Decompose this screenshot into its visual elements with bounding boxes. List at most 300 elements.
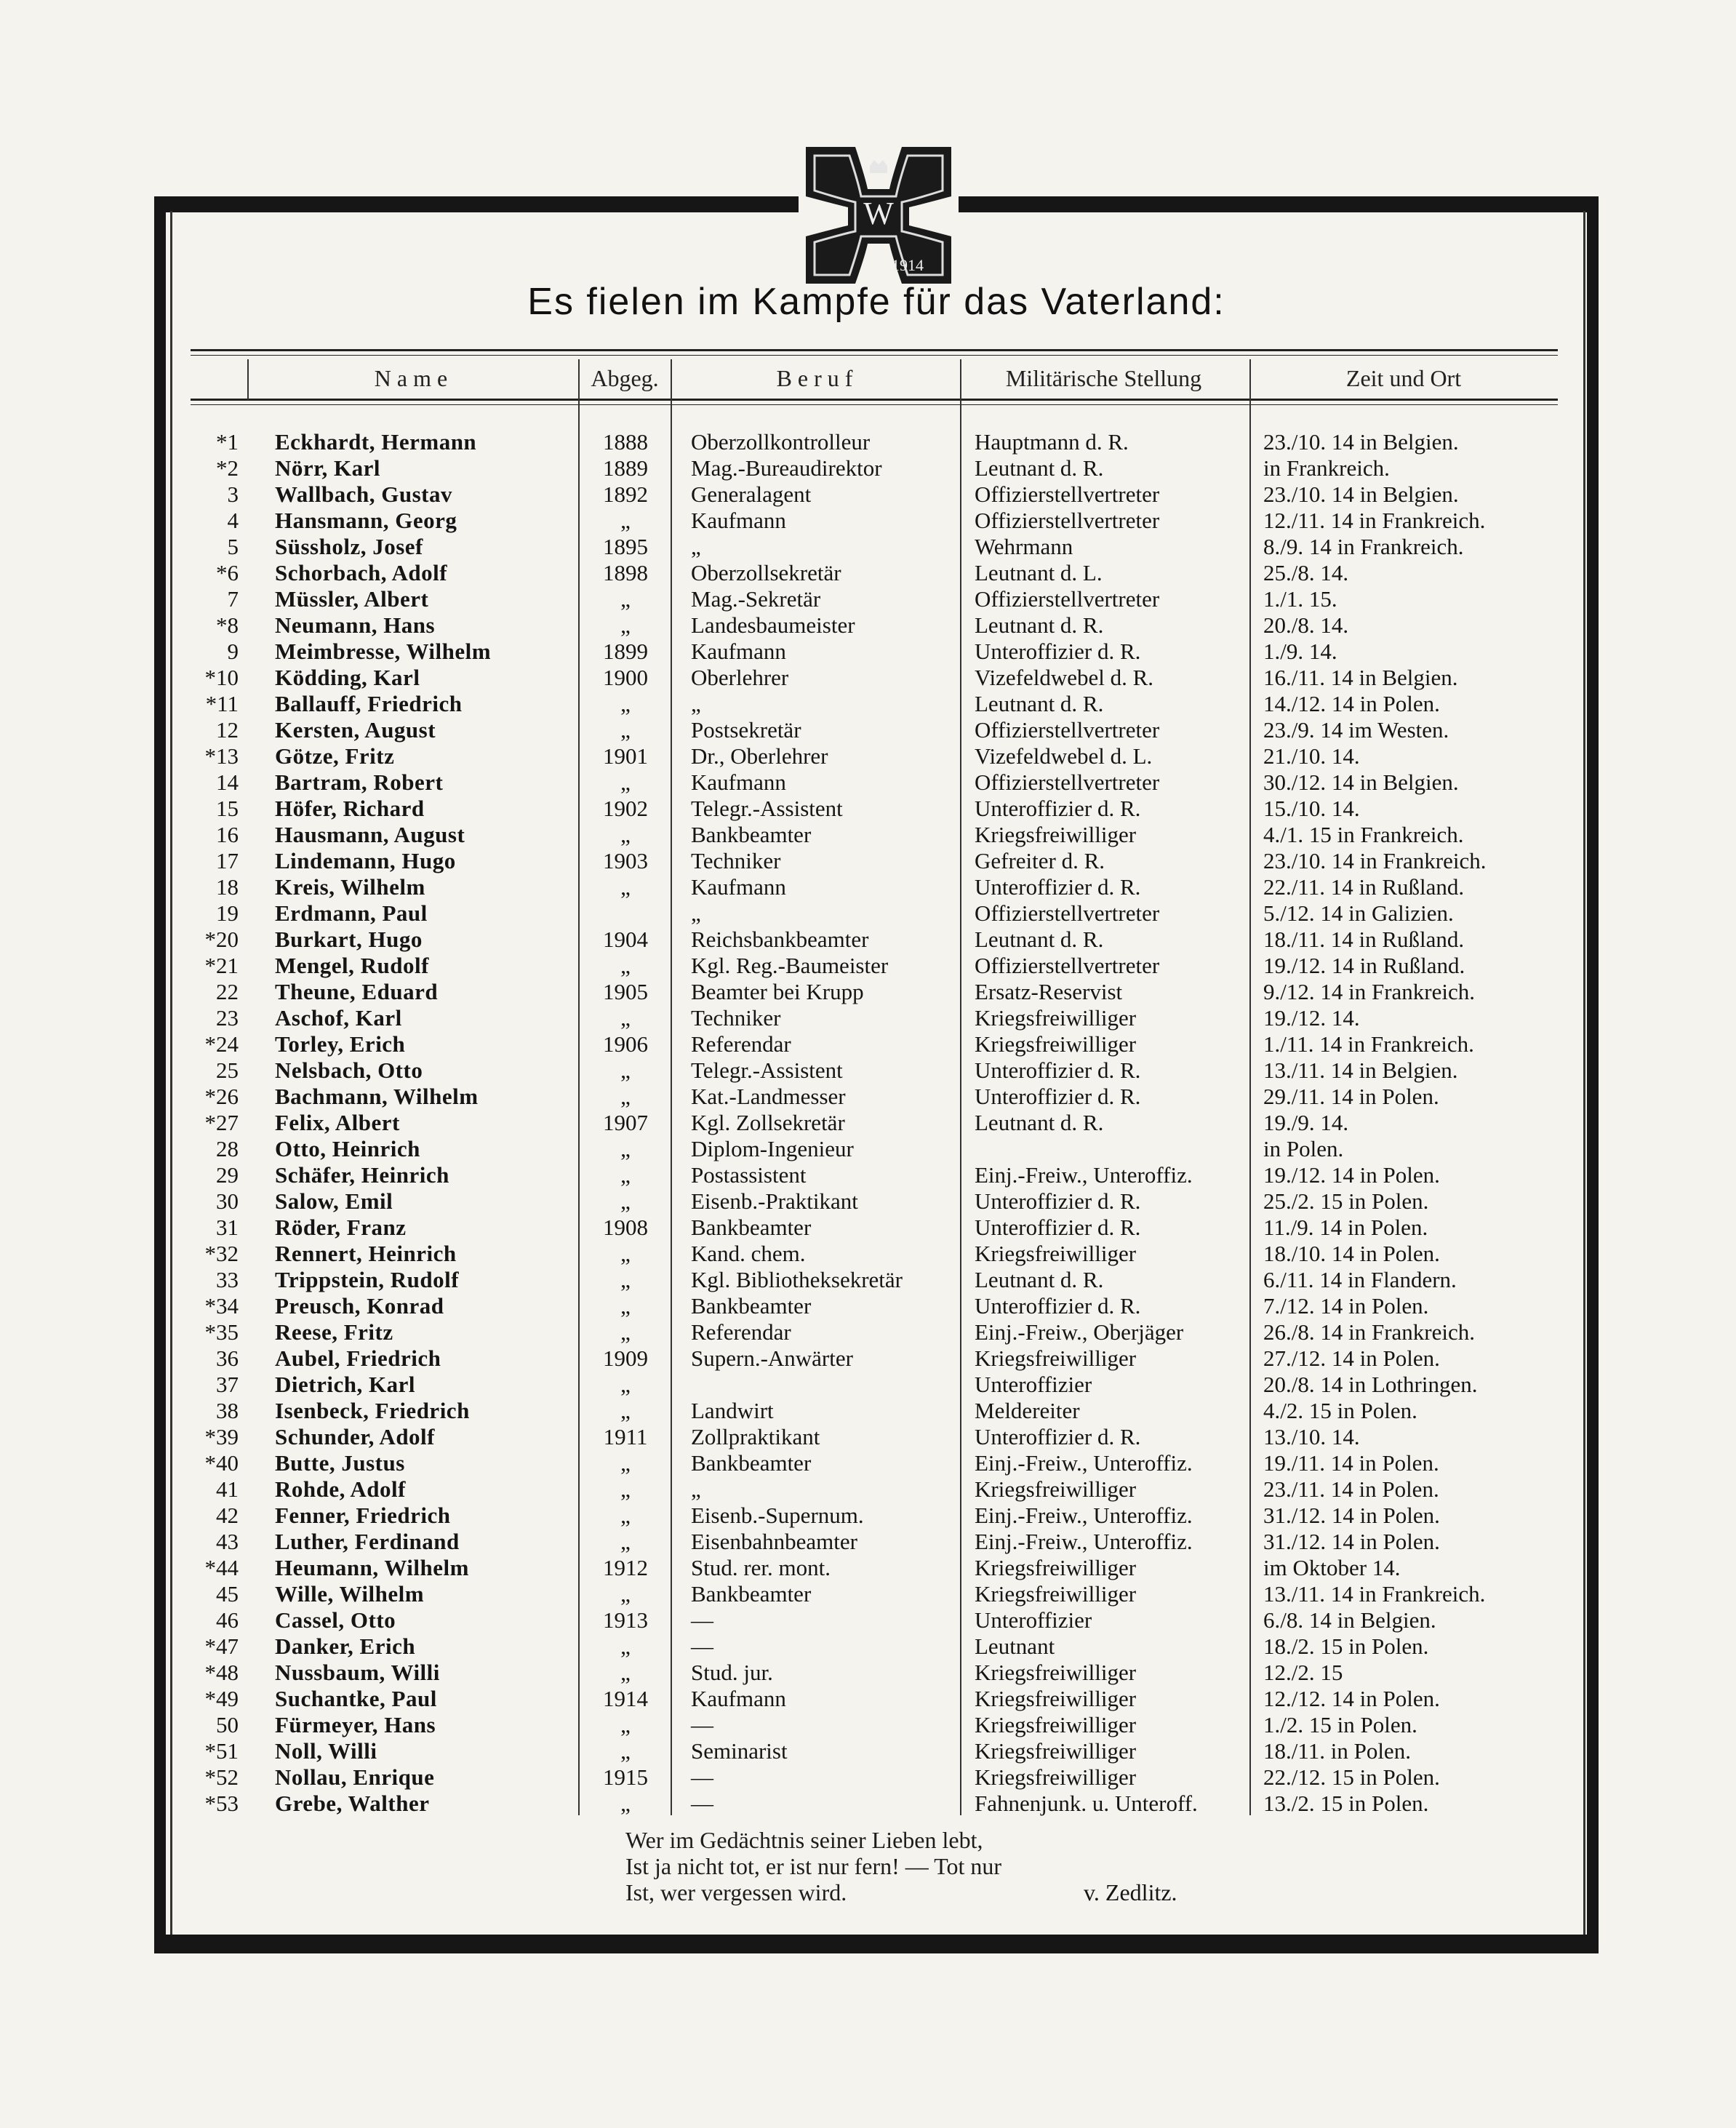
row-number: *40	[204, 1450, 239, 1476]
row-beruf: Kgl. Reg.-Baumeister	[691, 953, 889, 978]
row-number: *51	[204, 1738, 239, 1764]
row-beruf: Telegr.-Assistent	[691, 1057, 843, 1083]
row-zeit-ort: 6./11. 14 in Flandern.	[1263, 1267, 1457, 1292]
row-militaer: Vizefeldwebel d. R.	[975, 665, 1154, 690]
row-name: Kersten, August	[275, 717, 436, 743]
row-number: 19	[216, 900, 239, 926]
row-year: „	[620, 691, 631, 716]
row-beruf: Landesbaumeister	[691, 612, 855, 638]
row-number: *35	[204, 1319, 239, 1345]
row-number: *34	[204, 1293, 239, 1319]
row-number: *6	[216, 560, 239, 585]
row-zeit-ort: 23./10. 14 in Frankreich.	[1263, 848, 1487, 873]
row-year: „	[620, 1476, 631, 1502]
row-year: „	[620, 1188, 631, 1214]
table-row	[0, 953, 1736, 979]
row-zeit-ort: 9./12. 14 in Frankreich.	[1263, 979, 1476, 1004]
row-number: *8	[216, 612, 239, 638]
row-name: Röder, Franz	[275, 1215, 407, 1240]
row-militaer: Leutnant d. L.	[975, 560, 1103, 585]
row-beruf: Eisenb.-Supernum.	[691, 1503, 864, 1528]
row-name: Grebe, Walther	[275, 1791, 430, 1816]
row-name: Höfer, Richard	[275, 796, 425, 821]
row-zeit-ort: 26./8. 14 in Frankreich.	[1263, 1319, 1476, 1345]
row-year: „	[620, 1005, 631, 1031]
row-beruf: —	[691, 1607, 713, 1633]
table-row	[0, 848, 1736, 874]
table-row	[0, 1791, 1736, 1817]
table-row	[0, 455, 1736, 481]
row-beruf: Seminarist	[691, 1738, 788, 1764]
row-zeit-ort: 14./12. 14 in Polen.	[1263, 691, 1440, 716]
row-zeit-ort: 21./10. 14.	[1263, 743, 1360, 769]
row-year: 1907	[603, 1110, 648, 1135]
row-zeit-ort: 22./11. 14 in Rußland.	[1263, 874, 1465, 900]
row-year: „	[620, 1162, 631, 1188]
table-row	[0, 796, 1736, 822]
table-row	[0, 1607, 1736, 1633]
row-name: Nussbaum, Willi	[275, 1660, 440, 1685]
row-name: Nelsbach, Otto	[275, 1057, 423, 1083]
page-title: Es fielen im Kampfe für das Vaterland:	[527, 281, 1225, 323]
row-year: „	[620, 1660, 631, 1685]
row-number: *32	[204, 1241, 239, 1266]
table-row	[0, 1031, 1736, 1057]
table-row	[0, 1738, 1736, 1764]
verse-line-3: Ist, wer vergessen wird.	[625, 1879, 847, 1905]
row-number: *47	[204, 1633, 239, 1659]
row-number: 18	[216, 874, 239, 900]
row-beruf: Eisenb.-Praktikant	[691, 1188, 858, 1214]
row-beruf: „	[691, 1476, 701, 1502]
table-row	[0, 979, 1736, 1005]
table-row	[0, 1660, 1736, 1686]
row-militaer: Unteroffizier d. R.	[975, 1084, 1141, 1109]
row-beruf: Kgl. Zollsekretär	[691, 1110, 845, 1135]
row-zeit-ort: 12./12. 14 in Polen.	[1263, 1686, 1440, 1711]
row-name: Heumann, Wilhelm	[275, 1555, 469, 1580]
row-militaer: Kriegsfreiwilliger	[975, 1764, 1137, 1790]
row-militaer: Kriegsfreiwilliger	[975, 1031, 1137, 1057]
row-name: Isenbeck, Friedrich	[275, 1398, 470, 1423]
row-militaer: Unteroffizier d. R.	[975, 639, 1141, 664]
header-bottom-rule	[191, 399, 1558, 401]
row-militaer: Unteroffizier d. R.	[975, 874, 1141, 900]
row-number: 36	[216, 1345, 239, 1371]
row-year: 1912	[603, 1555, 648, 1580]
row-militaer: Gefreiter d. R.	[975, 848, 1105, 873]
table-row	[0, 1764, 1736, 1791]
row-zeit-ort: 12./11. 14 in Frankreich.	[1263, 508, 1486, 533]
row-year: „	[620, 717, 631, 743]
row-militaer: Kriegsfreiwilliger	[975, 1712, 1137, 1737]
row-year: 1902	[603, 796, 648, 821]
row-name: Ballauff, Friedrich	[275, 691, 463, 716]
table-row	[0, 1424, 1736, 1450]
row-name: Wille, Wilhelm	[275, 1581, 425, 1607]
row-militaer: Leutnant	[975, 1633, 1055, 1659]
header-abgeg: Abgeg.	[591, 365, 659, 391]
row-beruf: Diplom-Ingenieur	[691, 1136, 854, 1161]
table-row	[0, 1686, 1736, 1712]
table-row	[0, 1398, 1736, 1424]
row-zeit-ort: 6./8. 14 in Belgien.	[1263, 1607, 1436, 1633]
row-year: „	[620, 822, 631, 847]
row-militaer: Offizierstellvertreter	[975, 717, 1160, 743]
row-beruf: „	[691, 691, 701, 716]
row-zeit-ort: 18./2. 15 in Polen.	[1263, 1633, 1429, 1659]
row-zeit-ort: 13./11. 14 in Frankreich.	[1263, 1581, 1486, 1607]
row-zeit-ort: 4./1. 15 in Frankreich.	[1263, 822, 1464, 847]
row-number: 23	[216, 1005, 239, 1031]
row-beruf: Landwirt	[691, 1398, 774, 1423]
row-militaer: Kriegsfreiwilliger	[975, 1738, 1137, 1764]
table-row	[0, 1057, 1736, 1084]
row-militaer: Meldereiter	[975, 1398, 1080, 1423]
row-zeit-ort: in Frankreich.	[1263, 455, 1390, 481]
row-name: Preusch, Konrad	[275, 1293, 444, 1319]
row-year: „	[620, 1241, 631, 1266]
row-beruf: Bankbeamter	[691, 1293, 812, 1319]
row-militaer: Kriegsfreiwilliger	[975, 1345, 1137, 1371]
row-militaer: Kriegsfreiwilliger	[975, 1660, 1137, 1685]
row-year: 1892	[603, 481, 648, 507]
verse-author: v. Zedlitz.	[1084, 1879, 1177, 1905]
table-row	[0, 508, 1736, 534]
row-name: Mengel, Rudolf	[275, 953, 429, 978]
row-beruf: Beamter bei Krupp	[691, 979, 864, 1004]
table-row	[0, 1215, 1736, 1241]
row-name: Noll, Willi	[275, 1738, 377, 1764]
row-year: 1898	[603, 560, 648, 585]
row-name: Kreis, Wilhelm	[275, 874, 425, 900]
row-year: „	[620, 1529, 631, 1554]
row-name: Wallbach, Gustav	[275, 481, 452, 507]
table-row	[0, 1503, 1736, 1529]
row-number: 14	[216, 769, 239, 795]
row-number: *48	[204, 1660, 239, 1685]
row-name: Hausmann, August	[275, 822, 465, 847]
row-zeit-ort: 19./11. 14 in Polen.	[1263, 1450, 1439, 1476]
row-militaer: Offizierstellvertreter	[975, 953, 1160, 978]
row-beruf: Techniker	[691, 848, 781, 873]
header-name: N a m e	[374, 365, 448, 391]
row-number: 15	[216, 796, 239, 821]
row-number: *1	[216, 429, 239, 455]
row-zeit-ort: 15./10. 14.	[1263, 796, 1360, 821]
row-beruf: Referendar	[691, 1319, 791, 1345]
row-zeit-ort: 11./9. 14 in Polen.	[1263, 1215, 1428, 1240]
row-militaer: Leutnant d. R.	[975, 612, 1104, 638]
row-name: Reese, Fritz	[275, 1319, 393, 1345]
row-number: 30	[216, 1188, 239, 1214]
table-row	[0, 1633, 1736, 1660]
row-number: *10	[204, 665, 239, 690]
row-militaer: Ersatz-Reservist	[975, 979, 1123, 1004]
row-number: 3	[227, 481, 239, 507]
row-beruf: Techniker	[691, 1005, 781, 1031]
row-year: „	[620, 1084, 631, 1109]
row-year: 1906	[603, 1031, 648, 1057]
row-militaer: Hauptmann d. R.	[975, 429, 1129, 455]
row-beruf: Kaufmann	[691, 639, 786, 664]
row-number: *2	[216, 455, 239, 481]
row-number: 28	[216, 1136, 239, 1161]
row-zeit-ort: 19./12. 14.	[1263, 1005, 1360, 1031]
row-number: 33	[216, 1267, 239, 1292]
table-row	[0, 1450, 1736, 1476]
row-number: 5	[227, 534, 239, 559]
row-name: Suchantke, Paul	[275, 1686, 437, 1711]
row-zeit-ort: 1./11. 14 in Frankreich.	[1263, 1031, 1474, 1057]
row-militaer: Wehrmann	[975, 534, 1073, 559]
row-zeit-ort: 23./9. 14 im Westen.	[1263, 717, 1449, 743]
row-number: *53	[204, 1791, 239, 1816]
table-row	[0, 1372, 1736, 1398]
memorial-verse	[625, 1827, 1001, 1905]
row-beruf: Oberzollsekretär	[691, 560, 841, 585]
table-row	[0, 874, 1736, 900]
row-beruf: Zollpraktikant	[691, 1424, 820, 1449]
row-beruf: Oberzollkontrolleur	[691, 429, 871, 455]
row-beruf: Telegr.-Assistent	[691, 796, 843, 821]
table-row	[0, 1345, 1736, 1372]
row-militaer: Unteroffizier d. R.	[975, 1293, 1141, 1319]
row-beruf: Kat.-Landmesser	[691, 1084, 846, 1109]
row-zeit-ort: 12./2. 15	[1263, 1660, 1343, 1685]
row-year: 1888	[603, 429, 648, 455]
row-year: „	[620, 612, 631, 638]
table-row	[0, 1241, 1736, 1267]
row-name: Nörr, Karl	[275, 455, 381, 481]
row-militaer: Kriegsfreiwilliger	[975, 1476, 1137, 1502]
row-zeit-ort: 13./2. 15 in Polen.	[1263, 1791, 1429, 1816]
row-name: Müssler, Albert	[275, 586, 429, 612]
row-number: 45	[216, 1581, 239, 1607]
row-zeit-ort: 23./10. 14 in Belgien.	[1263, 429, 1459, 455]
row-zeit-ort: 25./2. 15 in Polen.	[1263, 1188, 1429, 1214]
row-number: 25	[216, 1057, 239, 1083]
table-row	[0, 481, 1736, 508]
row-militaer: Kriegsfreiwilliger	[975, 822, 1137, 847]
row-name: Salow, Emil	[275, 1188, 393, 1214]
row-beruf: —	[691, 1791, 713, 1816]
row-beruf: Postassistent	[691, 1162, 807, 1188]
row-year: „	[620, 1791, 631, 1816]
row-zeit-ort: 1./9. 14.	[1263, 639, 1337, 664]
row-number: *21	[204, 953, 239, 978]
row-beruf: Bankbeamter	[691, 1215, 812, 1240]
row-beruf: Stud. jur.	[691, 1660, 773, 1685]
verse-line-2: Ist ja nicht tot, er ist nur fern! — Tot nur	[625, 1853, 1002, 1879]
row-beruf: Kgl. Bibliotheksekretär	[691, 1267, 903, 1292]
row-militaer: Einj.-Freiw., Unteroffiz.	[975, 1529, 1193, 1554]
row-number: 17	[216, 848, 239, 873]
row-name: Otto, Heinrich	[275, 1136, 420, 1161]
row-name: Nollau, Enrique	[275, 1764, 435, 1790]
row-year: „	[620, 1136, 631, 1161]
row-militaer: Leutnant d. R.	[975, 1110, 1104, 1135]
row-zeit-ort: 19./12. 14 in Polen.	[1263, 1162, 1440, 1188]
table-row	[0, 1581, 1736, 1607]
row-number: *20	[204, 927, 239, 952]
table-row	[0, 1529, 1736, 1555]
row-name: Butte, Justus	[275, 1450, 405, 1476]
row-number: *26	[204, 1084, 239, 1109]
row-militaer: Leutnant d. R.	[975, 1267, 1104, 1292]
row-beruf: Generalagent	[691, 481, 812, 507]
row-number: *27	[204, 1110, 239, 1135]
row-zeit-ort: 7./12. 14 in Polen.	[1263, 1293, 1429, 1319]
table-row	[0, 665, 1736, 691]
row-name: Aschof, Karl	[275, 1005, 402, 1031]
row-militaer: Kriegsfreiwilliger	[975, 1241, 1137, 1266]
row-name: Eckhardt, Hermann	[275, 429, 477, 455]
row-militaer: Offizierstellvertreter	[975, 900, 1160, 926]
row-beruf: Kaufmann	[691, 508, 786, 533]
row-zeit-ort: 23./10. 14 in Belgien.	[1263, 481, 1459, 507]
row-zeit-ort: in Polen.	[1263, 1136, 1344, 1161]
row-year: „	[620, 1633, 631, 1659]
row-year: „	[620, 1738, 631, 1764]
row-year: 1911	[603, 1424, 648, 1449]
row-number: 50	[216, 1712, 239, 1737]
table-row	[0, 639, 1736, 665]
row-beruf: Mag.-Bureaudirektor	[691, 455, 882, 481]
header-zeit-ort: Zeit und Ort	[1345, 365, 1462, 391]
row-name: Ködding, Karl	[275, 665, 420, 690]
column-divider	[247, 359, 249, 400]
row-name: Meimbresse, Wilhelm	[275, 639, 492, 664]
row-zeit-ort: 13./10. 14.	[1263, 1424, 1360, 1449]
row-year: 1895	[603, 534, 648, 559]
row-number: 29	[216, 1162, 239, 1188]
row-militaer: Unteroffizier d. R.	[975, 1188, 1141, 1214]
header-militaer: Militärische Stellung	[1005, 365, 1202, 391]
row-beruf: —	[691, 1764, 713, 1790]
row-zeit-ort: 18./11. 14 in Rußland.	[1263, 927, 1465, 952]
table-row	[0, 1110, 1736, 1136]
row-militaer: Unteroffizier	[975, 1607, 1092, 1633]
table-row	[0, 1555, 1736, 1581]
table-row	[0, 927, 1736, 953]
emblem-letter: W	[863, 196, 894, 231]
row-militaer: Einj.-Freiw., Unteroffiz.	[975, 1450, 1193, 1476]
row-name: Hansmann, Georg	[275, 508, 457, 533]
row-militaer: Kriegsfreiwilliger	[975, 1555, 1137, 1580]
row-militaer: Leutnant d. R.	[975, 455, 1104, 481]
row-name: Felix, Albert	[275, 1110, 400, 1135]
row-year: 1889	[603, 455, 648, 481]
row-name: Dietrich, Karl	[275, 1372, 415, 1397]
row-beruf: Mag.-Sekretär	[691, 586, 821, 612]
row-name: Rohde, Adolf	[275, 1476, 406, 1502]
row-year: 1909	[603, 1345, 648, 1371]
row-name: Cassel, Otto	[275, 1607, 396, 1633]
row-year: 1913	[603, 1607, 648, 1633]
row-number: *39	[204, 1424, 239, 1449]
row-name: Trippstein, Rudolf	[275, 1267, 460, 1292]
row-zeit-ort: 19./9. 14.	[1263, 1110, 1349, 1135]
row-name: Luther, Ferdinand	[275, 1529, 460, 1554]
header-top-rule	[191, 349, 1558, 351]
row-number: 9	[227, 639, 239, 664]
row-zeit-ort: 31./12. 14 in Polen.	[1263, 1529, 1440, 1554]
row-beruf: Kaufmann	[691, 874, 786, 900]
row-militaer: Unteroffizier d. R.	[975, 1424, 1141, 1449]
row-number: 31	[216, 1215, 239, 1240]
row-name: Schunder, Adolf	[275, 1424, 435, 1449]
row-name: Bartram, Robert	[275, 769, 444, 795]
row-name: Götze, Fritz	[275, 743, 395, 769]
row-number: *49	[204, 1686, 239, 1711]
table-row	[0, 900, 1736, 927]
row-number: 46	[216, 1607, 239, 1633]
row-name: Fenner, Friedrich	[275, 1503, 451, 1528]
header-top-rule-thin	[191, 355, 1558, 356]
row-year: „	[620, 1267, 631, 1292]
row-year: „	[620, 1398, 631, 1423]
table-row	[0, 717, 1736, 743]
row-beruf: Kaufmann	[691, 1686, 786, 1711]
row-militaer: Leutnant d. R.	[975, 927, 1104, 952]
row-name: Süssholz, Josef	[275, 534, 423, 559]
emblem-year: 1914	[892, 256, 924, 274]
row-zeit-ort: 5./12. 14 in Galizien.	[1263, 900, 1454, 926]
row-beruf: Supern.-Anwärter	[691, 1345, 853, 1371]
table-row	[0, 822, 1736, 848]
row-beruf: Bankbeamter	[691, 1581, 812, 1607]
header-bottom-rule-thin	[191, 404, 1558, 405]
row-number: 41	[216, 1476, 239, 1502]
row-zeit-ort: 8./9. 14 in Frankreich.	[1263, 534, 1464, 559]
row-name: Fürmeyer, Hans	[275, 1712, 436, 1737]
row-year: „	[620, 1581, 631, 1607]
row-beruf: Bankbeamter	[691, 1450, 812, 1476]
row-year: 1904	[603, 927, 648, 952]
row-number: *44	[204, 1555, 239, 1580]
row-year: „	[620, 953, 631, 978]
row-name: Erdmann, Paul	[275, 900, 428, 926]
table-row	[0, 429, 1736, 455]
row-militaer: Einj.-Freiw., Unteroffiz.	[975, 1162, 1193, 1188]
row-beruf: Kand. chem.	[691, 1241, 806, 1266]
table-row	[0, 1712, 1736, 1738]
row-zeit-ort: 22./12. 15 in Polen.	[1263, 1764, 1440, 1790]
row-zeit-ort: 1./1. 15.	[1263, 586, 1337, 612]
row-beruf: Eisenbahnbeamter	[691, 1529, 857, 1554]
row-number: 43	[216, 1529, 239, 1554]
row-number: 7	[227, 586, 239, 612]
row-beruf: —	[691, 1633, 713, 1659]
row-militaer: Fahnenjunk. u. Unteroff.	[975, 1791, 1198, 1816]
row-militaer: Unteroffizier d. R.	[975, 1057, 1141, 1083]
row-militaer: Offizierstellvertreter	[975, 508, 1160, 533]
row-beruf: Referendar	[691, 1031, 791, 1057]
row-militaer: Unteroffizier	[975, 1372, 1092, 1397]
row-year: 1901	[603, 743, 648, 769]
row-beruf: Oberlehrer	[691, 665, 789, 690]
row-number: 12	[216, 717, 239, 743]
table-row	[0, 1162, 1736, 1188]
row-number: *52	[204, 1764, 239, 1790]
row-beruf: Stud. rer. mont.	[691, 1555, 831, 1580]
row-zeit-ort: 31./12. 14 in Polen.	[1263, 1503, 1440, 1528]
row-number: 37	[216, 1372, 239, 1397]
row-zeit-ort: 20./8. 14 in Lothringen.	[1263, 1372, 1478, 1397]
table-row	[0, 691, 1736, 717]
row-militaer: Offizierstellvertreter	[975, 586, 1160, 612]
